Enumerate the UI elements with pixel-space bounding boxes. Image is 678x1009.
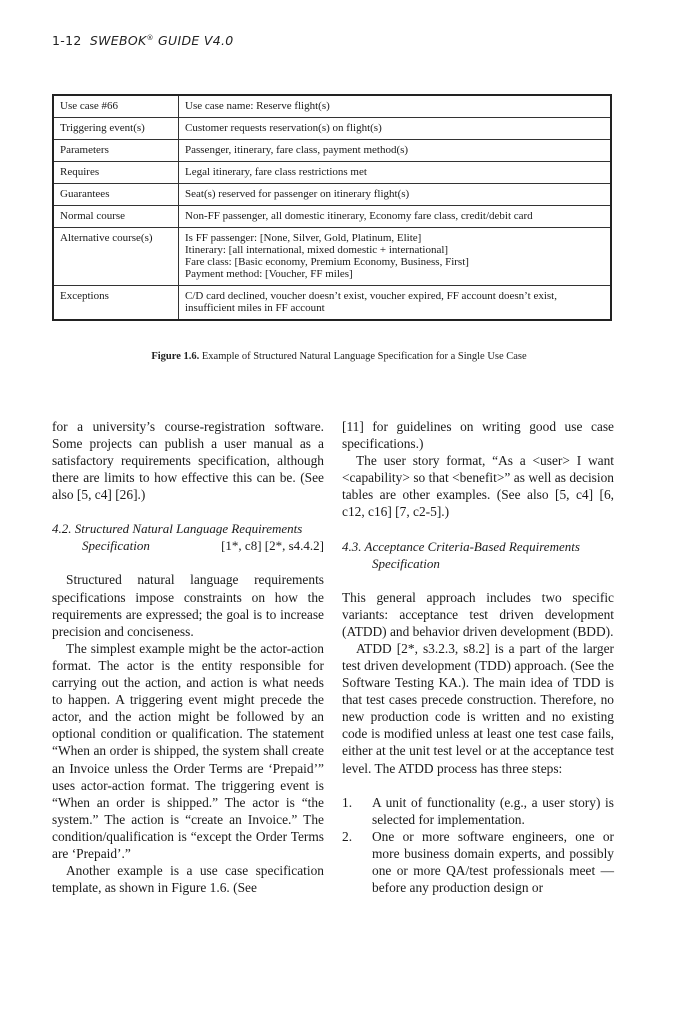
row-value-line: Fare class: [Basic economy, Premium Economy, Business, First] xyxy=(185,256,469,268)
paragraph: This general approach includes two specific variants: acceptance test driven development (ATDD) and behavior driven development (BDD). xyxy=(342,589,614,639)
paragraph: ATDD [2*, s3.2.3, s8.2] is a part of the larger test driven development (TDD) approach. (See the Software Testing KA.). The main idea of TDD is that test cases precede construction. Therefore, no new production code is written and no existing code is modified unless at least one test case fails, either at the unit test level or at the acceptance test level. The ATDD process has three steps: xyxy=(342,640,614,776)
row-key: Guarantees xyxy=(53,184,179,206)
row-value xyxy=(179,206,612,228)
row-value-line: insufficient miles in FF account xyxy=(185,302,325,314)
section-title: Acceptance Criteria-Based Requirements xyxy=(364,538,580,554)
table-row xyxy=(53,162,611,184)
figure-caption-text: Example of Structured Natural Language Specification for a Single Use Case xyxy=(199,351,527,362)
row-value-line: C/D card declined, voucher doesn’t exist, voucher expired, FF account doesn’t exist, xyxy=(185,290,557,302)
list-number: 1. xyxy=(342,794,353,810)
row-value xyxy=(179,118,612,140)
table-row xyxy=(53,140,611,162)
section-number: 4.2. xyxy=(52,521,72,537)
row-value-line: Itinerary: [all international, mixed domestic + international] xyxy=(185,244,449,256)
row-value xyxy=(179,140,612,162)
table-row xyxy=(53,184,611,206)
row-value xyxy=(179,184,612,206)
row-value-line: Payment method: [Voucher, FF miles] xyxy=(185,268,353,280)
table-row xyxy=(53,286,611,321)
list-number: 2. xyxy=(342,828,353,844)
row-value-line: Non-FF passenger, all domestic itinerary, Economy fare class, credit/debit card xyxy=(185,210,533,222)
page-number: 1-12 xyxy=(52,33,82,48)
row-key: Triggering event(s) xyxy=(53,118,179,140)
row-key: Alternative course(s) xyxy=(53,228,179,286)
paragraph: Another example is a use case specification template, as shown in Figure 1.6. (See xyxy=(52,863,324,896)
section-title: Structured Natural Language Requirements xyxy=(74,521,303,537)
row-key: Requires xyxy=(53,162,179,184)
row-value xyxy=(179,162,612,184)
guide-title: SWEBOK® GUIDE V4.0 xyxy=(89,33,234,48)
row-value xyxy=(179,95,612,118)
row-value-line: Passenger, itinerary, fare class, payment method(s) xyxy=(185,144,409,156)
section-number: 4.3. xyxy=(342,538,362,554)
section-title-cont: Specification xyxy=(372,555,440,571)
figure-caption xyxy=(0,351,678,362)
running-header xyxy=(52,33,234,48)
list-item xyxy=(342,794,614,828)
atdd-steps-list xyxy=(342,794,614,897)
section-heading-4-3 xyxy=(342,538,614,572)
row-value-line: Use case name: Reserve flight(s) xyxy=(185,100,330,112)
row-key: Normal course xyxy=(53,206,179,228)
row-key: Use case #66 xyxy=(53,95,179,118)
row-value-line: Is FF passenger: [None, Silver, Gold, Platinum, Elite] xyxy=(185,232,422,244)
use-case-table xyxy=(52,94,612,321)
list-text: A unit of functionality (e.g., a user story) is selected for implementation. xyxy=(372,794,614,827)
paragraph: The user story format, “As a <user> I want <capability> so that <benefit>” as well as decision tables are other examples. (See also [5, c4] [6, c12, c16] [7, c2-5].) xyxy=(342,453,614,520)
left-column xyxy=(52,418,324,896)
paragraph: Structured natural language requirements specifications impose constraints on how the requirements are expressed; the goal is to increase precision and conciseness. xyxy=(52,572,324,639)
paragraph: for a university’s course-registration software. Some projects can publish a user manual as a satisfactory requirements specification, although there are limits to how effective this can be. (See also [5, c4] [26].) xyxy=(52,419,324,503)
row-value-line: Legal itinerary, fare class restrictions met xyxy=(185,166,367,178)
figure-label: Figure 1.6. xyxy=(151,351,200,362)
list-item xyxy=(342,828,614,896)
table-row xyxy=(53,228,611,286)
row-value-line: Customer requests reservation(s) on flight(s) xyxy=(185,122,382,134)
section-title-cont: Specification xyxy=(82,538,150,554)
section-heading-4-2 xyxy=(52,520,324,554)
paragraph: The simplest example might be the actor-action format. The actor is the entity responsible for carrying out the action, and action is what needs to happen. A triggering event might precede the actor, and the action might be followed by an optional condition or qualification. The statement “When an order is shipped, the system shall create an Invoice unless the Order Terms are ‘Prepaid’” uses actor-action format. The triggering event is “When an order is shipped.” The actor is “the system.” The action is “create an Invoice.” The condition/qualification is “except the Order Terms are ‘Prepaid’.” xyxy=(52,640,324,861)
table-row xyxy=(53,95,611,118)
row-value xyxy=(179,286,612,321)
right-column xyxy=(342,418,614,896)
registered-mark: ® xyxy=(146,33,154,42)
section-refs: [1*, c8] [2*, s4.4.2] xyxy=(221,538,324,554)
table-row xyxy=(53,118,611,140)
row-value xyxy=(179,228,612,286)
paragraph: [11] for guidelines on writing good use case specifications.) xyxy=(342,419,614,452)
row-key: Exceptions xyxy=(53,286,179,321)
list-text: One or more software engineers, one or more business domain experts, and possibly one or more QA/test professionals meet — before any production design or xyxy=(372,828,614,896)
table-row xyxy=(53,206,611,228)
row-value-line: Seat(s) reserved for passenger on itinerary flight(s) xyxy=(185,188,410,200)
row-key: Parameters xyxy=(53,140,179,162)
